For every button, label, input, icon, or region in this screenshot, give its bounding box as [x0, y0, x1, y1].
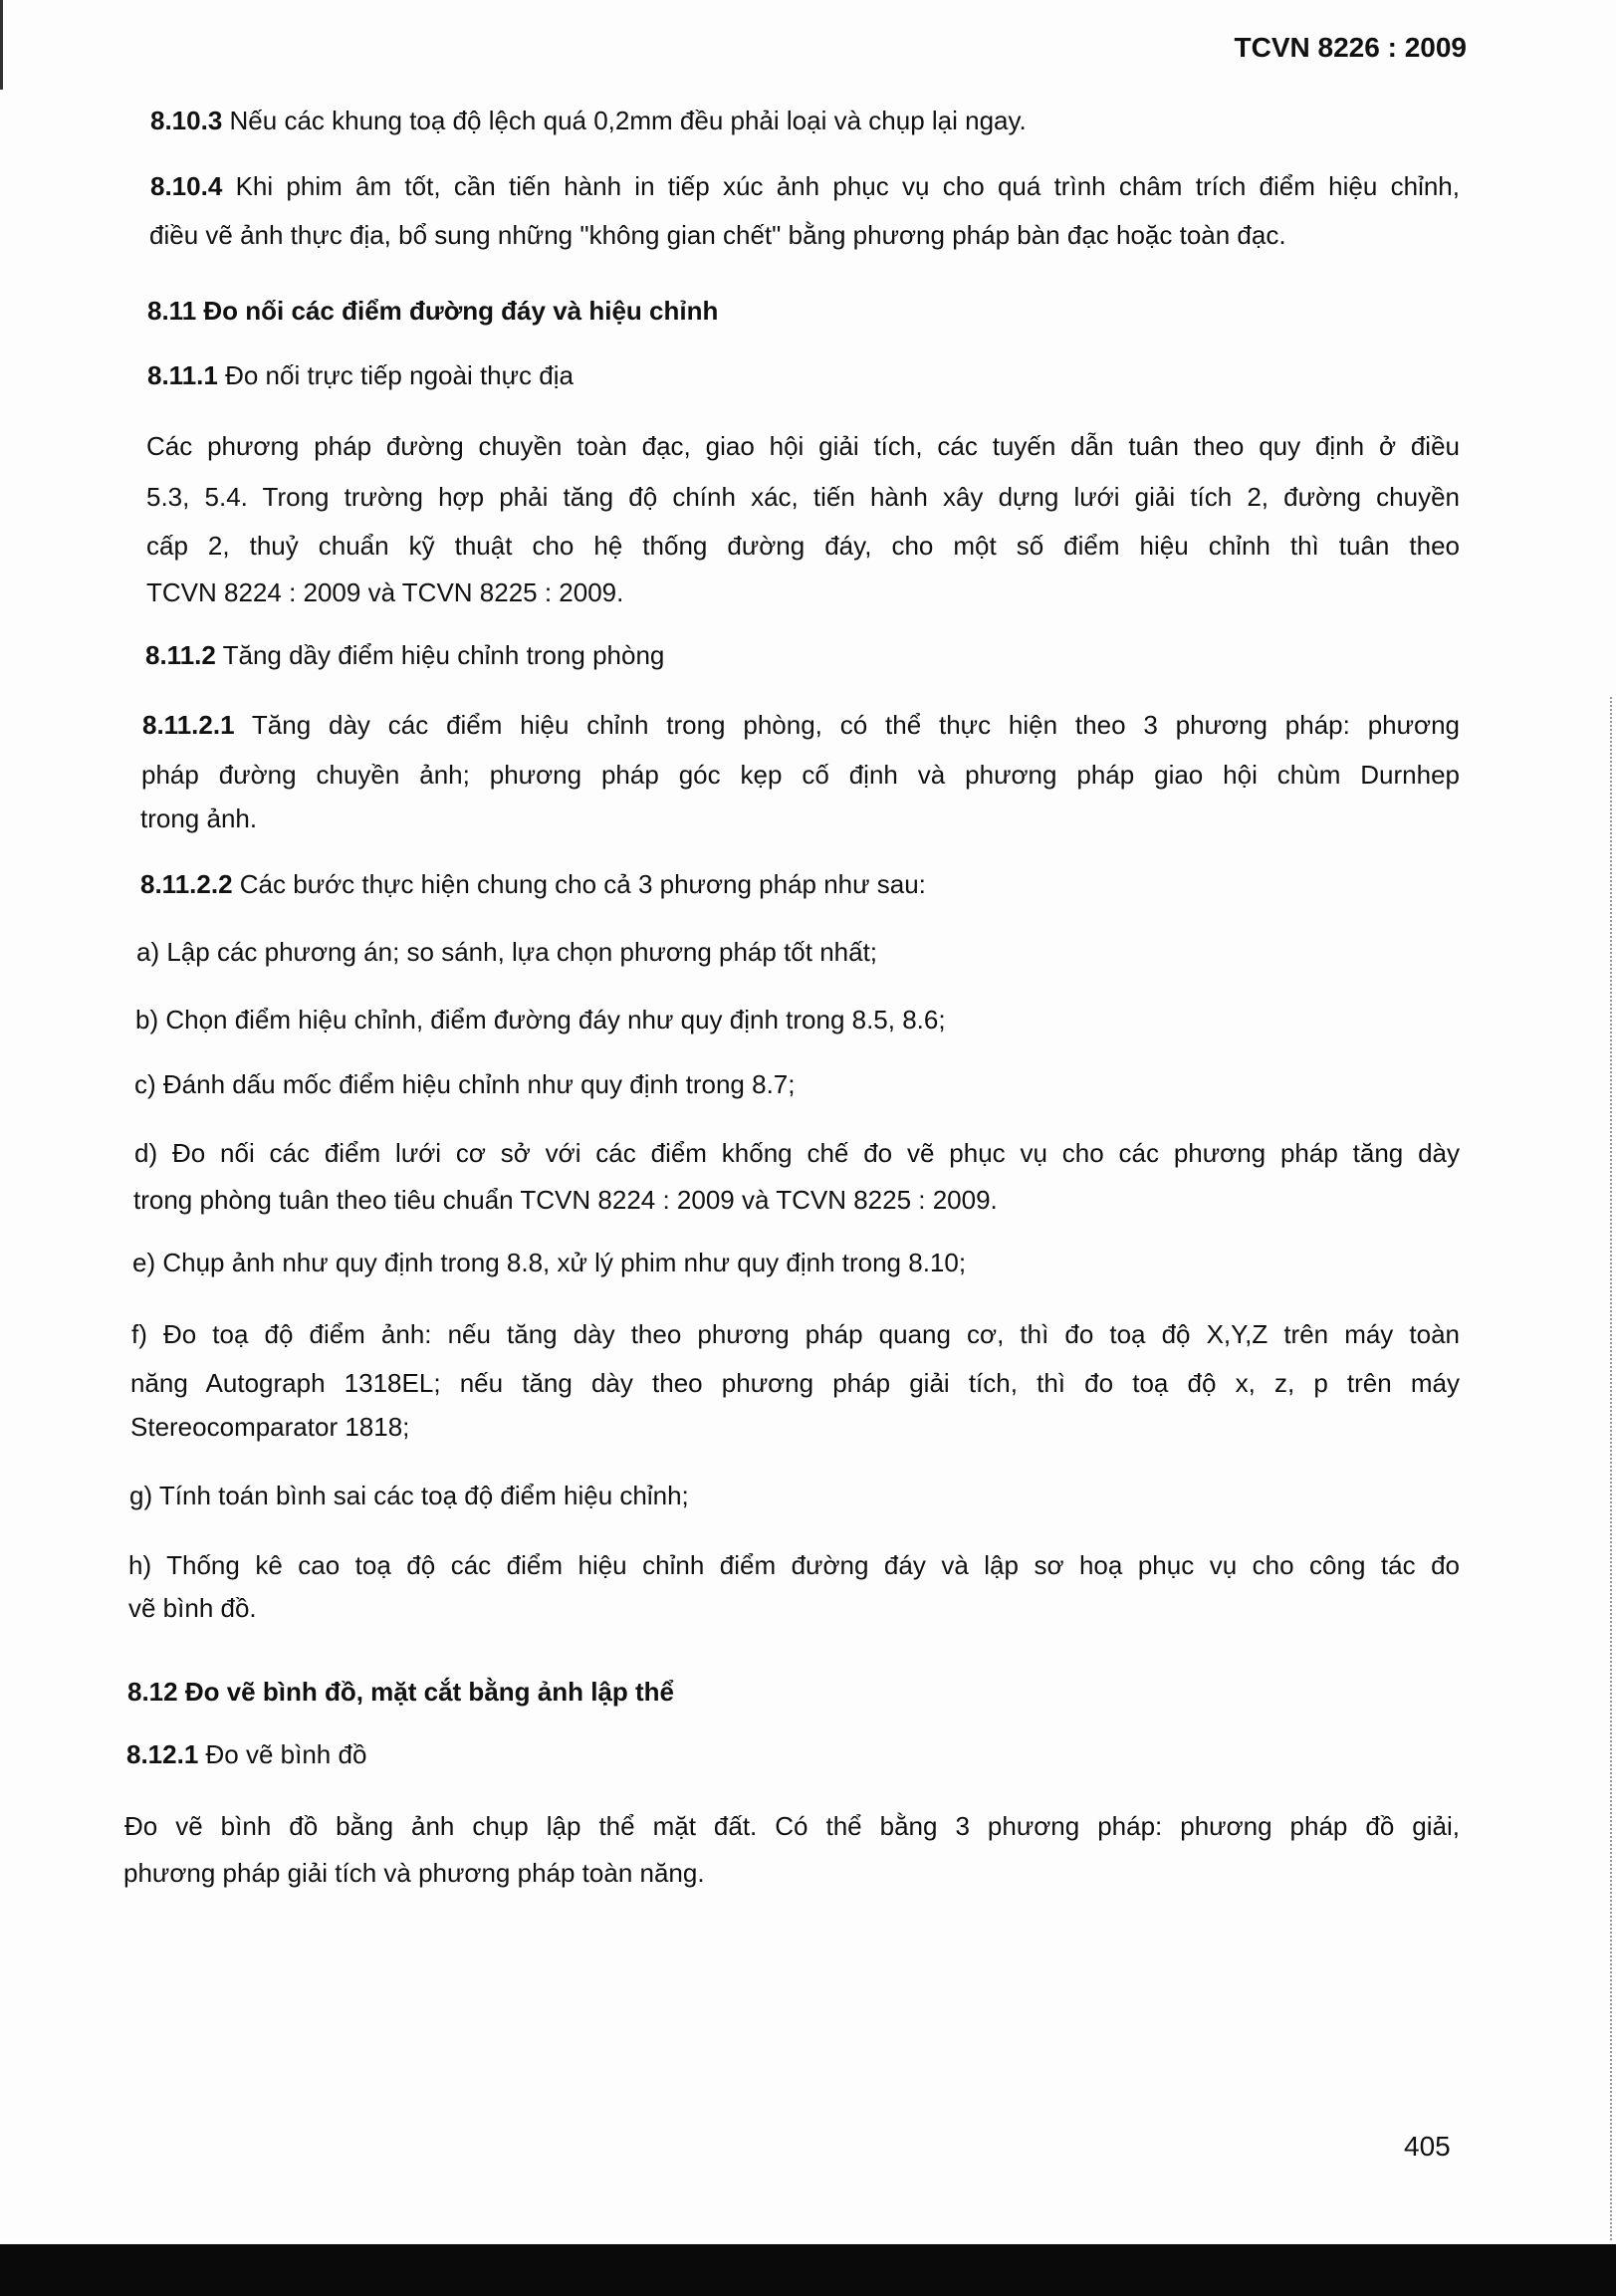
- section-number: 8.11.2.2: [140, 869, 233, 899]
- text-line: [135, 1004, 946, 1035]
- text-line: [124, 1810, 1460, 1842]
- scan-edge-right: [1608, 697, 1612, 2240]
- line-text: Nếu các khung toạ độ lệch quá 0,2mm đều phải loại và chụp lại ngay.: [222, 106, 1027, 135]
- text-line: [136, 936, 877, 968]
- line-text: Các phương pháp đường chuyền toàn đạc, giao hội giải tích, các tuyến dẫn tuân theo quy định ở điều: [146, 431, 1460, 461]
- line-text: d) Đo nối các điểm lưới cơ sở với các điểm khống chế đo vẽ phục vụ cho các phương pháp tăng dày: [134, 1138, 1460, 1168]
- section-number: 8.12: [127, 1677, 178, 1707]
- text-line: [130, 1367, 1460, 1399]
- text-line: [146, 530, 1460, 562]
- line-text: Tăng dày các điểm hiệu chỉnh trong phòng, có thể thực hiện theo 3 phương pháp: phương: [234, 710, 1460, 740]
- section-line: [147, 359, 574, 391]
- text-line: [134, 1137, 1460, 1169]
- line-text: g) Tính toán bình sai các toạ độ điểm hiệu chỉnh;: [129, 1481, 689, 1510]
- line-text: điều vẽ ảnh thực địa, bổ sung những "không gian chết" bằng phương pháp bàn đạc hoặc toàn đạc.: [149, 220, 1286, 250]
- section-number: 8.12.1: [126, 1739, 199, 1769]
- section-line: [150, 105, 1027, 136]
- line-text: trong ảnh.: [140, 804, 258, 833]
- section-number: 8.11.1: [147, 360, 218, 390]
- line-text: Đo nối các điểm đường đáy và hiệu chỉnh: [196, 296, 719, 326]
- section-line: [150, 170, 1460, 202]
- line-text: Đo vẽ bình đồ: [198, 1739, 367, 1769]
- section-number: 8.10.3: [150, 106, 223, 135]
- text-line: [134, 1068, 795, 1100]
- line-text: f) Đo toạ độ điểm ảnh: nếu tăng dày theo phương pháp quang cơ, thì đo toạ độ X,Y,Z trên máy toàn: [131, 1319, 1460, 1349]
- line-text: vẽ bình đồ.: [128, 1593, 257, 1623]
- line-text: phương pháp giải tích và phương pháp toàn năng.: [123, 1858, 705, 1888]
- line-text: e) Chụp ảnh như quy định trong 8.8, xử lý phim như quy định trong 8.10;: [132, 1248, 967, 1277]
- section-line: [147, 295, 718, 327]
- section-number: 8.10.4: [150, 171, 223, 201]
- scan-edge: [0, 0, 3, 90]
- line-text: Đo vẽ bình đồ, mặt cắt bằng ảnh lập thể: [177, 1677, 674, 1707]
- line-text: Các bước thực hiện chung cho cả 3 phương pháp như sau:: [232, 869, 926, 899]
- text-line: [132, 1247, 966, 1278]
- line-text: Đo vẽ bình đồ bằng ảnh chụp lập thể mặt đất. Có thể bằng 3 phương pháp: phương pháp đồ giải,: [124, 1811, 1460, 1841]
- line-text: pháp đường chuyền ảnh; phương pháp góc kẹp cố định và phương pháp giao hội chùm Durnhep: [141, 760, 1460, 790]
- line-text: cấp 2, thuỷ chuẩn kỹ thuật cho hệ thống đường đáy, cho một số điểm hiệu chỉnh thì tuân theo: [146, 531, 1460, 561]
- section-line: [142, 709, 1460, 741]
- section-line: [140, 868, 926, 900]
- line-text: b) Chọn điểm hiệu chỉnh, điểm đường đáy như quy định trong 8.5, 8.6;: [135, 1005, 946, 1034]
- text-line: [146, 481, 1460, 513]
- line-text: năng Autograph 1318EL; nếu tăng dày theo phương pháp giải tích, thì đo toạ độ x, z, p trên máy: [130, 1368, 1460, 1398]
- section-number: 8.11: [147, 296, 197, 326]
- text-line: [129, 1480, 689, 1511]
- line-text: a) Lập các phương án; so sánh, lựa chọn phương pháp tốt nhất;: [136, 937, 878, 967]
- line-text: 5.3, 5.4. Trong trường hợp phải tăng độ chính xác, tiến hành xây dựng lưới giải tích 2, đường chuyền: [146, 482, 1460, 512]
- text-line: [146, 576, 623, 608]
- text-line: [146, 430, 1460, 462]
- text-line: [123, 1857, 705, 1889]
- section-number: 8.11.2.1: [142, 710, 235, 740]
- text-line: [131, 1318, 1460, 1350]
- line-text: trong phòng tuân theo tiêu chuẩn TCVN 8224 : 2009 và TCVN 8225 : 2009.: [133, 1185, 998, 1215]
- line-text: TCVN 8224 : 2009 và TCVN 8225 : 2009.: [146, 577, 624, 607]
- text-line: [128, 1592, 257, 1624]
- line-text: Tăng dầy điểm hiệu chỉnh trong phòng: [215, 640, 665, 670]
- text-line: [128, 1549, 1460, 1581]
- line-text: Khi phim âm tốt, cần tiến hành in tiếp xúc ảnh phục vụ cho quá trình châm trích điểm hiệu chỉnh,: [222, 171, 1460, 201]
- line-text: Stereocomparator 1818;: [130, 1412, 410, 1442]
- section-line: [145, 639, 664, 671]
- text-line: [141, 759, 1460, 791]
- text-line: [130, 1411, 409, 1443]
- document-header: TCVN 8226 : 2009: [1234, 32, 1467, 63]
- section-number: 8.11.2: [145, 640, 216, 670]
- page-number: 405: [1404, 2131, 1451, 2162]
- text-line: [133, 1184, 998, 1216]
- scan-border: [0, 2244, 1616, 2296]
- text-line: [149, 219, 1286, 251]
- line-text: c) Đánh dấu mốc điểm hiệu chỉnh như quy định trong 8.7;: [134, 1069, 796, 1099]
- line-text: Đo nối trực tiếp ngoài thực địa: [217, 360, 574, 390]
- section-line: [126, 1738, 366, 1770]
- section-line: [127, 1676, 674, 1708]
- text-line: [140, 803, 257, 834]
- line-text: h) Thống kê cao toạ độ các điểm hiệu chỉnh điểm đường đáy và lập sơ hoạ phục vụ cho công tác đo: [128, 1550, 1460, 1580]
